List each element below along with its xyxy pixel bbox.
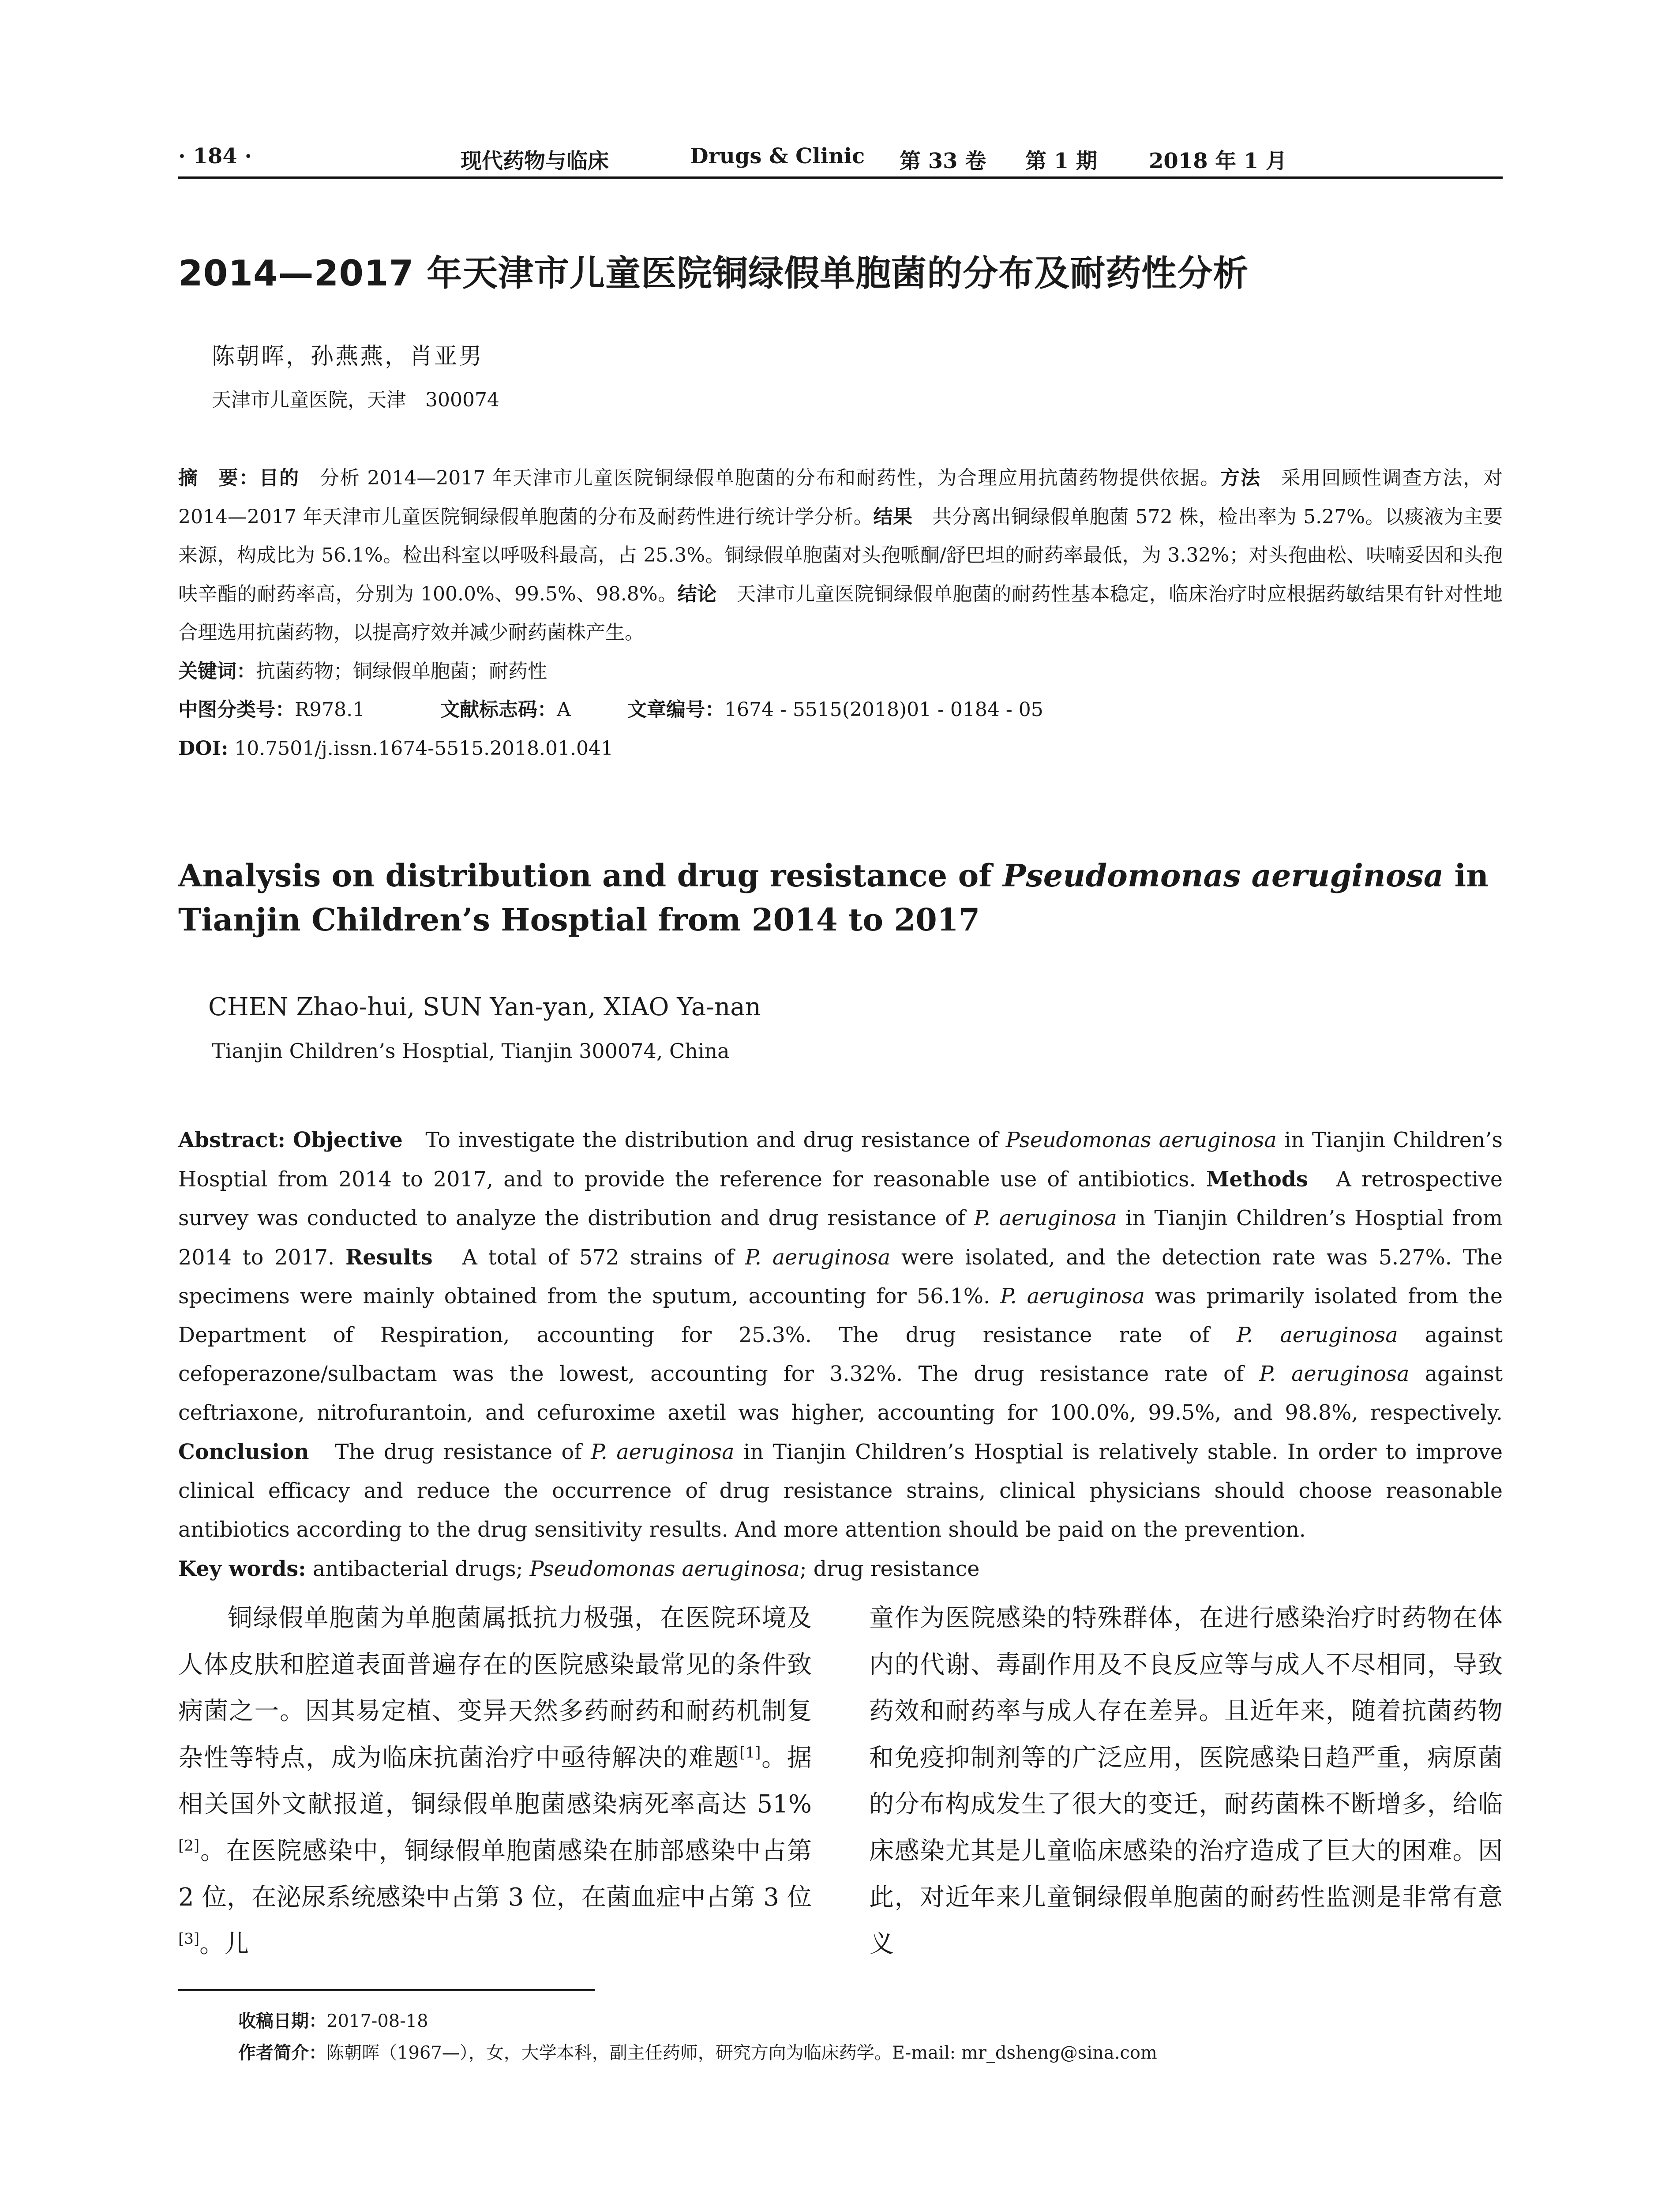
classification-line [178, 690, 1503, 729]
author-bio-line [238, 2037, 1157, 2069]
received-date-line [238, 2005, 1157, 2037]
citation-1[interactable]: [1] [739, 1743, 761, 1761]
en-methods-label: Methods [1206, 1167, 1308, 1192]
body-text: 铜绿假单胞菌为单胞菌属抵抗力极强，在医院环境及人体皮肤和腔道表面普遍存在的医院感染最常见的条件致病菌之一。因其易定植、变异天然多药耐药和耐药机制复杂性等特点，成为临床抗菌治疗中亟待解决的难题 [178, 1604, 812, 1772]
species-short: P. aeruginosa [1000, 1284, 1145, 1309]
en-methods-text-b: in Tianjin Children’s Hosptial from 2014 to 2017. [178, 1206, 1503, 1270]
en-results-text-e: against ceftriaxone, nitrofurantoin, and cefuroxime axetil was higher, accounting for 100.0%, 99.5%, and 98.8%, respectively. [178, 1362, 1503, 1425]
species-short: P. aeruginosa [591, 1440, 735, 1464]
conclusion-label: 结论 [677, 582, 717, 605]
issue-date: 2018 年 1 月 [1149, 149, 1287, 173]
results-label: 结果 [873, 505, 913, 528]
objective-label: 目的 [259, 467, 300, 489]
keywords-text: 抗菌药物；铜绿假单胞菌；耐药性 [256, 660, 547, 683]
article-no-label: 文章编号： [627, 698, 724, 721]
chinese-affiliation: 天津市儿童医院，天津 300074 [212, 389, 499, 411]
header-rule [178, 176, 1503, 179]
doi-value: 10.7501/j.issn.1674-5515.2018.01.041 [228, 737, 613, 760]
en-methods-text-a: A retrospective survey was conducted to analyze the distribution and drug resistance of [178, 1167, 1503, 1231]
author-bio-label: 作者简介： [238, 2043, 326, 2063]
citation-3[interactable]: [3] [178, 1929, 200, 1947]
results-text: 共分离出铜绿假单胞菌 572 株，检出率为 5.27%。以痰液为主要来源，构成比为 56.1%。检出科室以呼吸科最高，占 25.3%。铜绿假单胞菌对头孢哌酮/舒巴坦的耐药率最低，为 3.32%；对头孢曲松、呋喃妥因和头孢呋辛酯的耐药率高，分别为 100.0%、99.5%、98.8%。 [178, 505, 1503, 605]
conclusion-text: 天津市儿童医院铜绿假单胞菌的耐药性基本稳定，临床治疗时应根据药敏结果有针对性地合理选用抗菌药物，以提高疗效并减少耐药菌株产生。 [178, 582, 1503, 644]
en-results-text-d: against cefoperazone/sulbactam was the lowest, accounting for 3.32%. The drug resistance rate of [178, 1323, 1503, 1386]
body-text: 。在医院感染中，铜绿假单胞菌感染在肺部感染中占第 2 位，在泌尿系统感染中占第 3 位，在菌血症中占第 3 位 [178, 1836, 812, 1912]
clc-label: 中图分类号： [178, 698, 295, 721]
species-name: Pseudomonas aeruginosa [1005, 1128, 1277, 1152]
chinese-title: 2014—2017 年天津市儿童医院铜绿假单胞菌的分布及耐药性分析 [178, 253, 1249, 294]
body-text: 。儿 [199, 1929, 249, 1958]
english-affiliation: Tianjin Children’s Hosptial, Tianjin 300074, China [212, 1039, 730, 1063]
abstract-label: 摘 要： [178, 467, 259, 489]
en-objective-text-a: To investigate the distribution and drug resistance of [402, 1128, 1006, 1152]
species-short: P. aeruginosa [1236, 1323, 1398, 1347]
clc-value: R978.1 [295, 698, 365, 721]
volume: 第 33 卷 [900, 149, 986, 173]
en-results-text-c: was primarily isolated from the Department of Respiration, accounting for 25.3%. The drug resistance rate of [178, 1284, 1503, 1347]
en-results-label: Results [345, 1245, 433, 1270]
english-keywords [178, 1549, 1503, 1589]
article-no-value: 1674 - 5515(2018)01 - 0184 - 05 [724, 698, 1043, 721]
doi-line [178, 729, 1503, 768]
issue: 第 1 期 [1025, 149, 1097, 173]
english-authors: CHEN Zhao-hui, SUN Yan-yan, XIAO Ya-nan [208, 993, 761, 1021]
received-label: 收稿日期： [238, 2011, 326, 2031]
species-name: Pseudomonas aeruginosa [529, 1557, 800, 1581]
en-conclusion-text-a: The drug resistance of [309, 1440, 591, 1464]
english-title-species: Pseudomonas aeruginosa [1002, 857, 1444, 894]
en-conclusion-label: Conclusion [178, 1440, 309, 1464]
chinese-authors: 陈朝晖，孙燕燕，肖亚男 [212, 343, 484, 370]
species-short: P. aeruginosa [1259, 1362, 1410, 1386]
methods-text: 采用回顾性调查方法，对 2014—2017 年天津市儿童医院铜绿假单胞菌的分布及耐药性进行统计学分析。 [178, 467, 1503, 528]
en-keywords-a: antibacterial drugs; [306, 1557, 530, 1581]
author-bio: 陈朝晖（1967—），女，大学本科，副主任药师，研究方向为临床药学。E-mail: mr_dsheng@sina.com [326, 2043, 1157, 2063]
page-number: · 184 · [178, 144, 252, 169]
methods-label: 方法 [1220, 467, 1261, 489]
citation-2[interactable]: [2] [178, 1836, 200, 1854]
footnotes [238, 2005, 1157, 2069]
english-title-part1: Analysis on distribution and drug resistance of [178, 857, 1003, 894]
journal-name-en: Drugs & Clinic [690, 144, 865, 169]
en-conclusion-text-b: in Tianjin Children’s Hosptial is relatively stable. In order to improve clinical efficacy and reduce the occurrence of drug resistance strains, clinical physicians should choose reasonable antibiotics according to the drug sensitivity results. And more attention should be paid on the prevention. [178, 1440, 1503, 1542]
en-objective-label: Objective [293, 1128, 403, 1152]
species-short: P. aeruginosa [745, 1246, 891, 1270]
footnote-rule [178, 1989, 595, 1991]
en-results-text-b: were isolated, and the detection rate was 5.27%. The specimens were mainly obtained from the sputum, accounting for 56.1%. [178, 1246, 1503, 1309]
species-short: P. aeruginosa [974, 1206, 1117, 1231]
keywords-label: 关键词： [178, 660, 256, 683]
en-results-text-a: A total of 572 strains of [432, 1246, 745, 1270]
doc-code-value: A [557, 698, 571, 721]
objective-text: 分析 2014—2017 年天津市儿童医院铜绿假单胞菌的分布和耐药性，为合理应用抗菌药物提供依据。 [300, 467, 1221, 489]
english-title [178, 854, 1503, 942]
journal-name-cn: 现代药物与临床 [461, 149, 609, 173]
body-column-right: 童作为医院感染的特殊群体，在进行感染治疗时药物在体内的代谢、毒副作用及不良反应等与成人不尽相同，导致药效和耐药率与成人存在差异。且近年来，随着抗菌药物和免疫抑制剂等的广泛应用，医院感染日趋严重，病原菌的分布构成发生了很大的变迁，耐药菌株不断增多，给临床感染尤其是儿童临床感染的治疗造成了巨大的困难。因此，对近年来儿童铜绿假单胞菌的耐药性监测是非常有意义 [869, 1604, 1503, 1958]
english-title-part2: in Tianjin Children’s Hosptial from 2014 to 2017 [178, 857, 1489, 938]
english-abstract [178, 1121, 1503, 1589]
body-text: 。据相关国外文献报道，铜绿假单胞菌感染病死率高达 51% [178, 1743, 812, 1819]
doi-label: DOI: [178, 737, 229, 760]
chinese-abstract-body [178, 459, 1503, 652]
en-keywords-label: Key words: [178, 1557, 306, 1581]
english-abstract-body [178, 1121, 1503, 1549]
chinese-keywords [178, 652, 1503, 691]
en-keywords-b: ; drug resistance [799, 1557, 980, 1581]
body-column-left [178, 1595, 812, 1967]
running-header [178, 140, 1503, 176]
doc-code-label: 文献标志码： [440, 698, 557, 721]
received-date: 2017-08-18 [326, 2011, 428, 2031]
en-objective-text-b: in Tianjin Children’s Hosptial from 2014 to 2017, and to provide the reference for reasonable use of antibiotics. [178, 1128, 1503, 1192]
chinese-abstract [178, 459, 1503, 768]
en-abstract-label: Abstract: [178, 1128, 285, 1152]
